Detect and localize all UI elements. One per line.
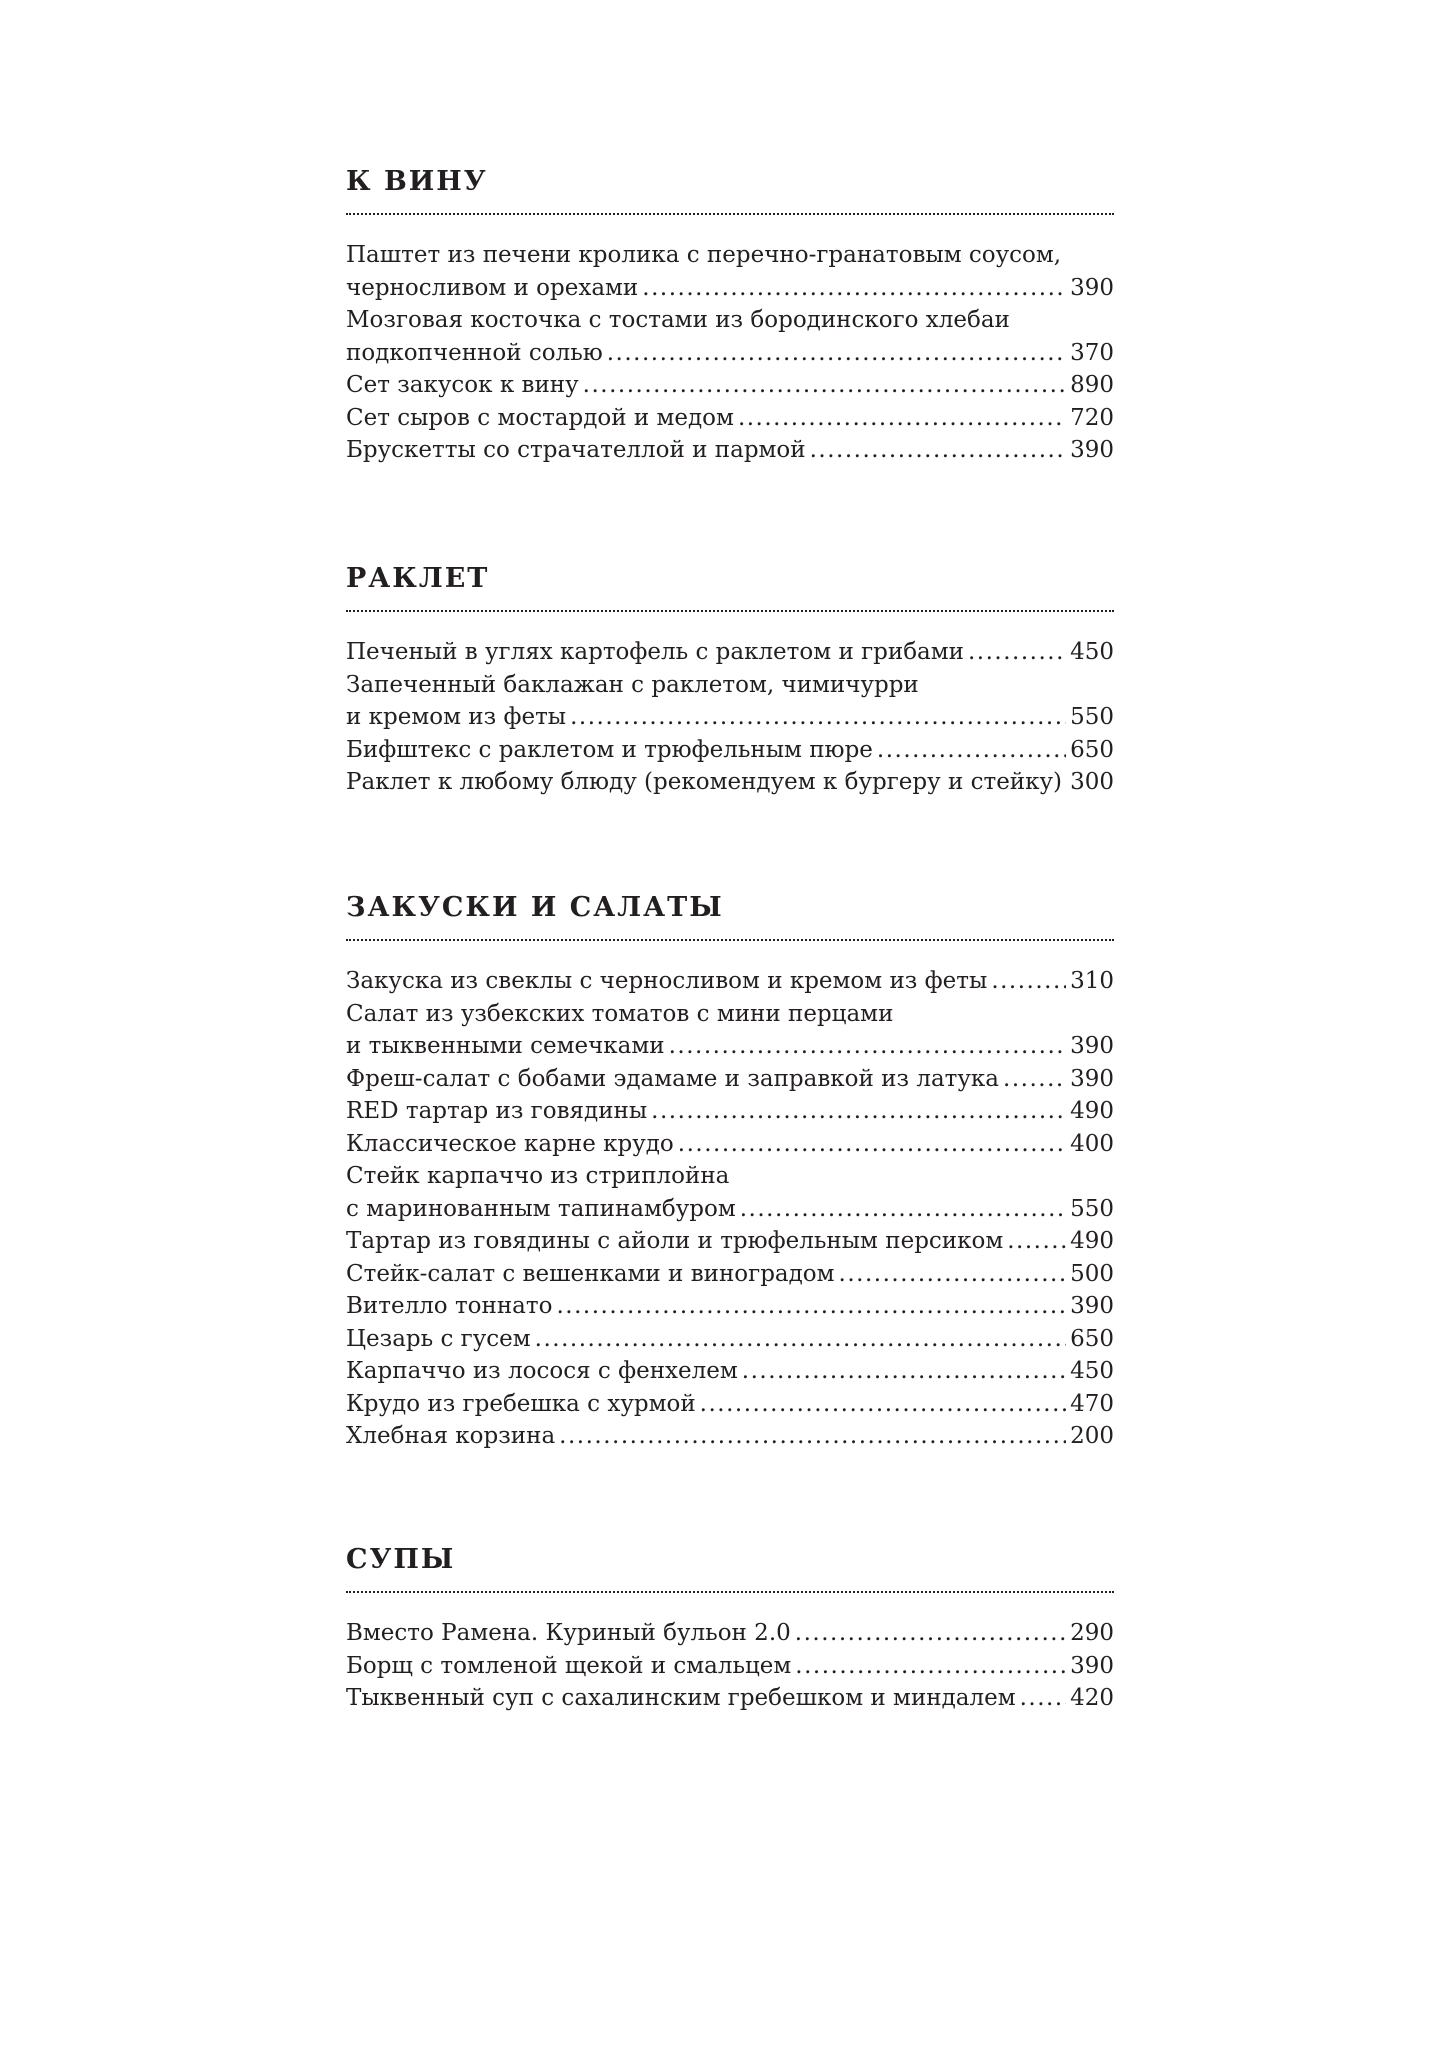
dot-leader — [738, 402, 1066, 435]
menu-item — [346, 1355, 1114, 1388]
dot-leader — [1003, 1063, 1066, 1096]
section-starters-salads — [346, 892, 1114, 1453]
menu-item — [346, 239, 1114, 304]
item-price: 290 — [1070, 1620, 1114, 1646]
item-name: Стейк-салат с вешенками и виноградом — [346, 1260, 835, 1287]
item-name: Тыквенный суп с сахалинским гребешком и миндалем — [346, 1685, 1016, 1711]
section-heading: К ВИНУ — [346, 166, 488, 197]
item-name: Вителло тоннато — [346, 1293, 553, 1319]
item-price: 390 — [1070, 1033, 1114, 1059]
menu-item — [346, 734, 1114, 767]
dot-leader — [742, 1355, 1066, 1388]
section-soups — [346, 1544, 1114, 1715]
item-price: 390 — [1070, 437, 1114, 463]
dot-leader — [839, 1258, 1067, 1291]
item-price: 450 — [1070, 639, 1114, 665]
item-price: 720 — [1070, 404, 1114, 431]
menu-items — [346, 965, 1114, 1453]
item-price: 300 — [1070, 769, 1114, 795]
dot-leader — [669, 1030, 1066, 1063]
item-name: подкопченной солью — [346, 339, 603, 366]
dot-leader — [642, 272, 1066, 305]
item-name-line1: Паштет из печени кролика с перечно-гранатовым соусом, — [346, 242, 1062, 268]
menu-item — [346, 1128, 1114, 1161]
menu-items — [346, 239, 1114, 467]
dotted-divider — [346, 610, 1114, 612]
item-price: 490 — [1070, 1228, 1114, 1254]
menu-item — [346, 1650, 1114, 1683]
menu-item — [346, 369, 1114, 402]
dot-leader — [570, 701, 1066, 734]
item-name: Фреш-салат с бобами эдамаме и заправкой из латука — [346, 1065, 1000, 1092]
menu-items — [346, 1617, 1114, 1715]
dot-leader — [559, 1420, 1066, 1453]
item-price: 550 — [1070, 1195, 1114, 1222]
dot-leader — [810, 434, 1066, 467]
item-price: 450 — [1070, 1358, 1114, 1384]
dotted-divider — [346, 213, 1114, 215]
dot-leader — [795, 1617, 1066, 1650]
menu-item — [346, 1388, 1114, 1421]
section-heading: РАКЛЕТ — [346, 563, 490, 594]
dot-leader — [556, 1290, 1066, 1323]
menu-item — [346, 1258, 1114, 1291]
item-price: 490 — [1070, 1098, 1114, 1124]
menu-item — [346, 1682, 1114, 1715]
item-name-line1: Мозговая косточка с тостами из бородинского хлебаи — [346, 307, 1010, 333]
item-price: 200 — [1070, 1423, 1114, 1449]
dotted-divider — [346, 939, 1114, 941]
item-name: Хлебная корзина — [346, 1423, 556, 1449]
dot-leader — [968, 636, 1066, 669]
item-name: Карпаччо из лосося с фенхелем — [346, 1358, 738, 1384]
item-name: Бифштекс с раклетом и трюфельным пюре — [346, 736, 873, 763]
item-price: 400 — [1070, 1130, 1114, 1157]
item-name: и тыквенными семечками — [346, 1033, 665, 1059]
item-name: Тартар из говядины с айоли и трюфельным персиком — [346, 1228, 1004, 1254]
menu-item — [346, 1290, 1114, 1323]
item-name: черносливом и орехами — [346, 274, 639, 301]
dot-leader — [700, 1388, 1066, 1421]
dot-leader — [740, 1193, 1066, 1226]
item-price: 470 — [1070, 1390, 1114, 1417]
section-heading: СУПЫ — [346, 1544, 456, 1575]
section-heading: ЗАКУСКИ И САЛАТЫ — [346, 892, 724, 923]
dot-leader — [651, 1095, 1066, 1128]
item-name: Цезарь с гусем — [346, 1325, 531, 1352]
menu-item — [346, 1617, 1114, 1650]
menu-item — [346, 766, 1114, 799]
menu-item — [346, 965, 1114, 998]
menu-item — [346, 1095, 1114, 1128]
item-name: Брускетты со страчателлой и пармой — [346, 437, 806, 463]
item-name: Борщ с томленой щекой и смальцем — [346, 1652, 792, 1679]
item-price: 390 — [1070, 1293, 1114, 1319]
item-price: 370 — [1070, 339, 1114, 366]
item-price: 890 — [1070, 372, 1114, 398]
item-name: Сет закусок к вину — [346, 372, 579, 398]
item-name-line1: Запеченный баклажан с раклетом, чимичурри — [346, 671, 919, 698]
dot-leader — [607, 337, 1066, 370]
dotted-divider — [346, 1591, 1114, 1593]
item-name-line1: Стейк карпаччо из стриплойна — [346, 1163, 730, 1189]
item-price: 420 — [1070, 1685, 1114, 1711]
dot-leader — [583, 369, 1066, 402]
item-price: 550 — [1070, 704, 1114, 730]
menu-item — [346, 402, 1114, 435]
item-price: 390 — [1070, 274, 1114, 301]
item-price: 650 — [1070, 1325, 1114, 1352]
dot-leader — [1007, 1225, 1066, 1258]
dot-leader — [1020, 1682, 1066, 1715]
menu-item — [346, 434, 1114, 467]
item-name: RED тартар из говядины — [346, 1098, 648, 1124]
menu-item — [346, 636, 1114, 669]
dot-leader — [991, 965, 1066, 998]
item-name: Закуска из свеклы с черносливом и кремом из феты — [346, 968, 988, 994]
menu-item — [346, 669, 1114, 734]
dot-leader — [678, 1128, 1066, 1161]
menu-item — [346, 1420, 1114, 1453]
dot-leader — [877, 734, 1066, 767]
section-wine — [346, 166, 1114, 467]
menu-item — [346, 1323, 1114, 1356]
item-name-line1: Салат из узбекских томатов с мини перцами — [346, 1000, 894, 1027]
item-name: Сет сыров с мостардой и медом — [346, 404, 734, 431]
item-name: с маринованным тапинамбуром — [346, 1195, 736, 1222]
menu-items — [346, 636, 1114, 799]
item-price: 390 — [1070, 1652, 1114, 1679]
item-price: 310 — [1070, 968, 1114, 994]
item-name: и кремом из феты — [346, 704, 567, 730]
item-price: 650 — [1070, 736, 1114, 763]
menu-item — [346, 1225, 1114, 1258]
section-raclette — [346, 563, 1114, 799]
dot-leader — [535, 1323, 1066, 1356]
menu-item — [346, 1160, 1114, 1225]
item-name: Классическое карне крудо — [346, 1130, 674, 1157]
item-name: Раклет к любому блюду (рекомендуем к бургеру и стейку) — [346, 769, 1063, 795]
menu-item — [346, 998, 1114, 1063]
item-price: 500 — [1070, 1260, 1114, 1287]
item-name: Крудо из гребешка с хурмой — [346, 1390, 696, 1417]
dot-leader — [795, 1650, 1066, 1683]
item-name: Вместо Рамена. Куриный бульон 2.0 — [346, 1620, 791, 1646]
item-price: 390 — [1070, 1065, 1114, 1092]
menu-item — [346, 304, 1114, 369]
menu-item — [346, 1063, 1114, 1096]
item-name: Печеный в углях картофель с раклетом и грибами — [346, 639, 964, 665]
